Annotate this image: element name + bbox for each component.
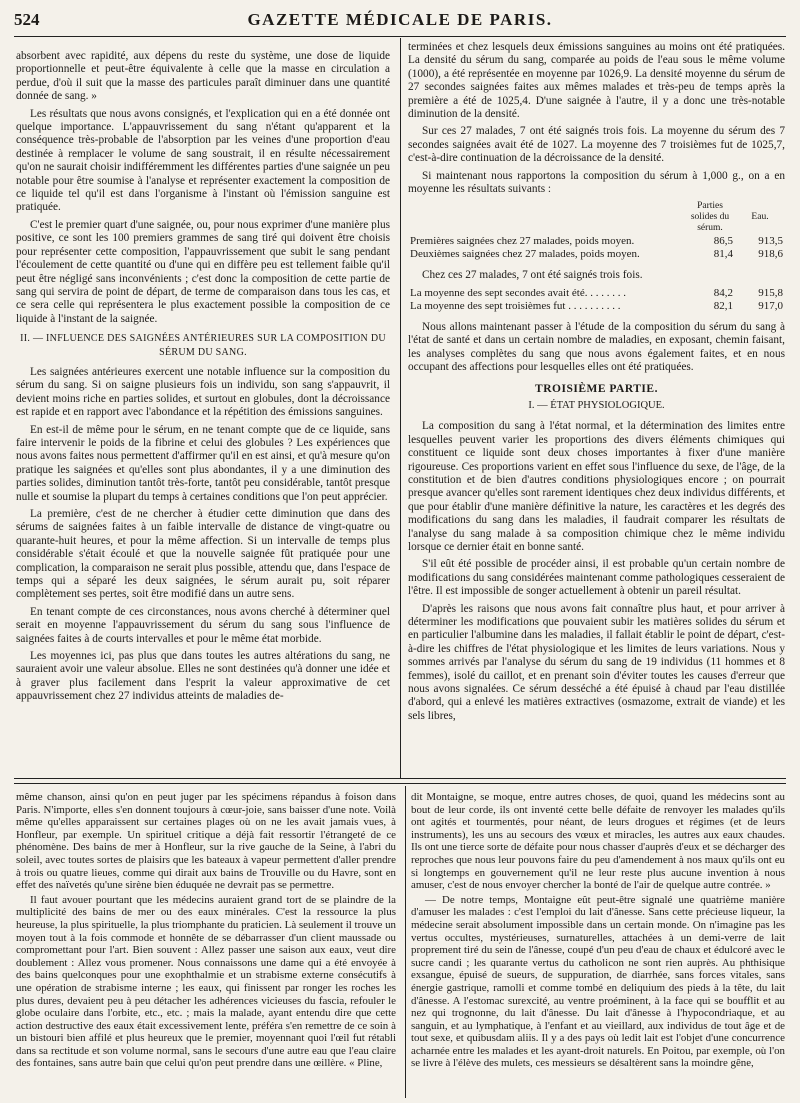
section-heading: II. — INFLUENCE DES SAIGNÉES ANTÉRIEURES SUR LA COMPOSITION DU SÉRUM DU SANG. [20,333,386,358]
table-row [408,300,785,313]
table-row [408,287,785,300]
article-paragraph: Les résultats que nous avons consignés, et l'explication qui en a été donnée ont quelque importance. L'appauvrissement du sang n'étant qu'apparent et la conséquence très-probable de l'absorption par les veines d'une proportion d'eau destinée à remplacer le volume de sang soustrait, il en résulte nécessairement qu'on ne saurait choisir indifféremment les différentes parties d'une saignée un peu notable pour être soumise à l'analyse et représenter exactement la composition de ce liquide tel qu'il est dans l'organisme à l'instant où l'émission sanguine est pratiquée. [16,107,390,214]
article-column-left [16,50,390,708]
article-paragraph: La composition du sang à l'état normal, et la détermination des limites entre lesquelles peuvent varier les proportions des divers éléments chimiques qui constituent ce liquide sont deux choses importantes à fixer d'une manière rigoureuse. Ces proportions varient en effet sous l'influence du sexe, de l'âge, de la constitution et de bien d'autres conditions physiologiques encore ; on pourrait presque avancer qu'elles sont rarement identiques chez deux individus différents, et que pour établir d'une manière définitive la nature, les caractères et les degrés des modifications du sang dans les maladies, il faudrait comparer les résultats de l'analyse du sang malade à sa composition chimique chez le même individu lorsque ce dernier était en bonne santé. [408,420,785,553]
feuilleton-rule [14,778,786,779]
article-paragraph: En tenant compte de ces circonstances, nous avons cherché à déterminer quel serait en moyenne l'appauvrissement du sérum du sang sous l'influence de saignées faites à de courts intervalles et pour le même état morbide. [16,605,390,645]
row-label: La moyenne des sept troisièmes fut . . . . . . . . . . [410,299,621,312]
article-paragraph: En est-il de même pour le sérum, en ne tenant compte que de ce liquide, sans faire intervenir le poids de la fibrine et celui des globules ? Les expériences que nous avons faites nous permettent d'affirmer qu'il en est ainsi, et qu'à mesure qu'on pratique les saignées et qu'elles sont plus abondantes, il y a une diminution des parties solides, diminution tantôt très-forte, tantôt peu considérable, tantôt presque nulle et soumise la plupart du temps à certaines conditions que l'on peut apprécier. [16,423,390,503]
table-row [408,248,785,261]
serum-composition-table [408,200,785,261]
article-paragraph: C'est le premier quart d'une saignée, ou, pour nous exprimer d'une manière plus positive, ce sont les 100 premiers grammes de sang tiré qui doivent être choisis pour représenter cette composition, l'appauvrissement que subit le sang pendant l'écoulement de cette quantité ou d'une qui en diffère peu est tellement faible qu'il peut être négligé sans inconvénients ; c'est donc la composition de cette partie de sang qui servira de point de départ, de terme de comparaison dans tous les cas, et ce sera celle qui représentera le plus exactement possible la composition de ce liquide à l'instant de la saignée. [16,218,390,325]
page-header [14,10,786,34]
feuilleton-column-left [16,791,396,1072]
feuilleton-paragraph: même chanson, ainsi qu'on en peut juger par les spécimens répandus à foison dans Paris. N'importe, elles s'en donnent toujours à cœur-joie, sans baisser d'une note. Voilà même qu'elles apparaissent sur certaines plages où on ne les avait jamais vues, à Honfleur, par exemple. Un spirituel critique a déjà fait ressortir l'étrangeté de ce phénomène. Des bains de mer à Honfleur, sur la rive gauche de la Seine, à l'abri du soleil, avec toutes sortes de plaisirs que les bateaux à vapeur permettent d'aller prendre à trois ou quatre lieues, comme qui dirait aux bains de Trouville ou du Havre, sont en effet des naïvetés qu'une sirène bien éduquée ne devrait pas se permettre. [16,791,396,892]
feuilleton-paragraph: Il faut avouer pourtant que les médecins auraient grand tort de se plaindre de la multiplicité des bains de mer ou des eaux minérales. C'est la ressource la plus heureuse, la plus spirituelle, la plus triomphante du praticien. Là seulement il trouve un moyen tout à la fois commode et honnête de se débarrasser d'un client maussade ou compromettant pour l'art. Bien souvent : Allez passer une saison aux eaux, veut dire doublement : Allez vous promener. Nous connaissons une dame qui a été envoyée à des bains quelconques pour une exophthalmie et un strabisme externe consécutifs à une opération de strabisme interne ; les eaux, qui finissent par ronger les roches les plus dures, devaient peu à peu détacher les adhérences vicieuses du fascia, refouler le globe oculaire dans l'orbite, etc., etc. ; mais la malade, ayant entendu dire que cette action destructive des eaux était excessivement lente, préféra s'en remettre de ce soin à un bistouri bien affilé et plus heureux que le premier, moyennant quoi l'œil fut rétabli dans sa rectitude et son volume normal, sans le secours d'une autre eau que l'eau claire des fontaines, sans autre bain que celui qu'on peut prendre dans une œillère. « Pline, [16,893,396,1070]
table-header-solids: Parties solides du sérum. [690,201,730,234]
row-label: La moyenne des sept secondes avait été. . . . . . . . [410,286,626,299]
article-paragraph: D'après les raisons que nous avons fait connaître plus haut, et pour arriver à déterminer les modifications que pouvaient subir les matières solides du sérum et en particulier l'albumine dans les maladies, il fallait établir le point de départ, c'est-à-dire les chiffres de l'état physiologique et les limites de leurs variations. Nous y sommes arrivés par l'analyse du sérum du sang de 19 individus (11 hommes et 8 femmes), isolé du caillot, et en prenant soin d'éviter toutes les causes d'erreur que nous avons signalées. Ce sérum desséché a été épuisé à chaud par l'eau distillée d'abord, qui a enlevé les matières extractives (osmazome, extrait de viande) et les sels libres, [408,602,785,722]
article-paragraph: Chez ces 27 malades, 7 ont été saignés trois fois. [422,269,643,282]
water-value: 918,6 [758,248,783,261]
article-paragraph: Les saignées antérieures exercent une notable influence sur la composition du sérum du sang. Si on saigne plusieurs fois un individu, son sang s'appauvrit, il devient moins riche en parties solides, et surtout en globules, dont la décroissance est rapide et en rapport avec l'abondance et la répétition des émissions sanguines. [16,365,390,419]
third-bleeding-table [408,287,785,313]
article-paragraph: terminées et chez lesquels deux émissions sanguines au moins ont été pratiquées. La densité du sérum du sang, comparée au poids de l'eau sous le même volume (1000), a été représentée en moyenne par 1026,9. La densité moyenne du sérum de 27 secondes saignées faites aux mêmes malades et très-peu de temps après la première a été de 1025,4. D'une saignée à l'autre, il y a donc une très-notable diminution de la densité. [408,41,785,121]
journal-title: GAZETTE MÉDICALE DE PARIS. [247,10,553,29]
part-title: TROISIÈME PARTIE. [535,382,658,395]
article-paragraph: absorbent avec rapidité, aux dépens du reste du système, une dose de liquide proportionnelle et peut-être équivalente à celle que la masse en circulation a perdue, d'où il suit que la masse des particules paraît diminuer dans une quantité donnée de sang. » [16,50,390,103]
column-divider-upper [400,38,401,778]
header-rule [14,36,786,37]
article-column-right [408,41,785,727]
feuilleton-paragraph: — De notre temps, Montaigne eût peut-être signalé une quatrième manière d'amuser les malades : c'est l'emploi du lait d'ânesse. Sans cette précieuse liqueur, la médecine serait absolument impossible dans un certain monde. On n'imagine pas les vertus occultes, mystérieuses, surnaturelles, attachées à un demi-verre de lait proprement tiré du sein de l'ânesse, coupé d'un peu d'eau de chaux et édulcoré avec le sucre candi ; les quarante vertus du catholicon ne sont rien auprès. Au phthisique exsangue, épuisé de sueurs, de suppuration, de diarrhée, sans forces vitales, sans énergie gastrique, ramolli et comme tombé en deliquium des pieds à la tête, du lait d'ânesse. A l'estomac surexcité, au ventre proéminent, à la face qui se boufflit et au nez qui trognonne, du lait d'ânesse. Du lait d'ânesse à l'hypocondriaque, et au sanguin, et au lymphatique, à l'enfant et au vieillard, aux individus de tout âge et de tout sexe, et quibusdam aliis. Il y a des pays où ledit lait est l'objet d'une concurrence acharnée entre les malades et les ayant-droit naturels. En Poitou, par exemple, où l'on se livre à l'élève des mulets, ces messieurs se désaltèrent sans la moindre gêne, [411,893,785,1070]
water-value: 915,8 [758,286,783,299]
solids-value: 82,1 [713,299,733,312]
feuilleton-rule-secondary [14,783,786,784]
water-value: 913,5 [758,235,783,248]
feuilleton-column-right [411,791,785,1072]
row-label: Premières saignées chez 27 malades, poids moyen. [410,235,635,248]
page-number: 524 [14,10,40,29]
solids-value: 86,5 [713,235,733,248]
solids-value: 84,2 [713,286,733,299]
solids-value: 81,4 [713,248,733,261]
column-divider-lower [405,786,406,1098]
table-row [408,235,785,248]
table-header-water: Eau. [751,212,769,223]
article-paragraph: Nous allons maintenant passer à l'étude de la composition du sérum du sang à l'état de santé et dans un certain nombre de maladies, en exposant, chemin faisant, les analyses complètes du sang que nous avons également faites, et en nous occupant des affections pour lesquelles elles ont été pratiquées. [408,320,785,374]
row-label: Deuxièmes saignées chez 27 malades, poids moyen. [410,248,640,261]
article-paragraph: Les moyennes ici, pas plus que dans toutes les autres altérations du sang, ne sauraient avoir une valeur absolue. Elles ne sont destinées qu'à donner une idée et à graver plus facilement dans l'esprit la valeur approximative de cet appauvrissement chez 27 individus atteints de maladies de- [16,650,390,703]
article-paragraph: La première, c'est de ne chercher à étudier cette diminution que dans des sérums de saignées faites à un faible intervalle de distance de vingt-quatre ou quarante-huit heures, et pour la même affection. Si un intervalle de temps plus considérable s'était écoulé et que la nouvelle saignée fût pratiquée pour une complication, la comparaison ne serait plus possible, attendu que, dans l'espace de temps qui a séparé les deux saignées, le sérum aurait pu, soit réparer complètement ses pertes, soit être modifié dans un autre sens. [16,508,390,601]
article-paragraph: S'il eût été possible de procéder ainsi, il est probable qu'un certain nombre de modifications du sang considérées maintenant comme pathologiques cesseraient de l'être. Il est impossible de songer actuellement à obtenir un pareil résultat. [408,558,785,598]
article-paragraph: Sur ces 27 malades, 7 ont été saignés trois fois. La moyenne du sérum des 7 secondes saignées avait été de 1027. La moyenne des 7 troisièmes fut de 1025,7, c'est-à-dire continuation de la décroissance de la densité. [408,125,785,165]
article-paragraph: Si maintenant nous rapportons la composition du sérum à 1,000 g., on a en moyenne les résultats suivants : [408,169,785,196]
feuilleton-paragraph: dit Montaigne, se moque, entre autres choses, de quoi, quand les médecins sont au bout de leur corde, ils ont inventé cette belle défaite de renvoyer les malades qu'ils ont agités et tourmentés, pour néant, de leurs drogues et régimes (et de leurs instruments), les uns au secours des vœux et miracles, les autres aux eaux chaudes. Ils ont une tierce sorte de défaite pour nous chasser d'auprès d'eux et se décharger des reproches que nous leur pouvons faire du peu d'amendement à nos maux qu'ils ont eu si longtemps en gouvernement qu'il ne leur reste plus aucune invention à nous amuser, c'est de nous envoyer chercher la bonté de l'air de quelque autre contrée. » [411,791,785,892]
water-value: 917,0 [758,299,783,312]
subsection-heading: I. — ÉTAT PHYSIOLOGIQUE. [528,399,665,411]
